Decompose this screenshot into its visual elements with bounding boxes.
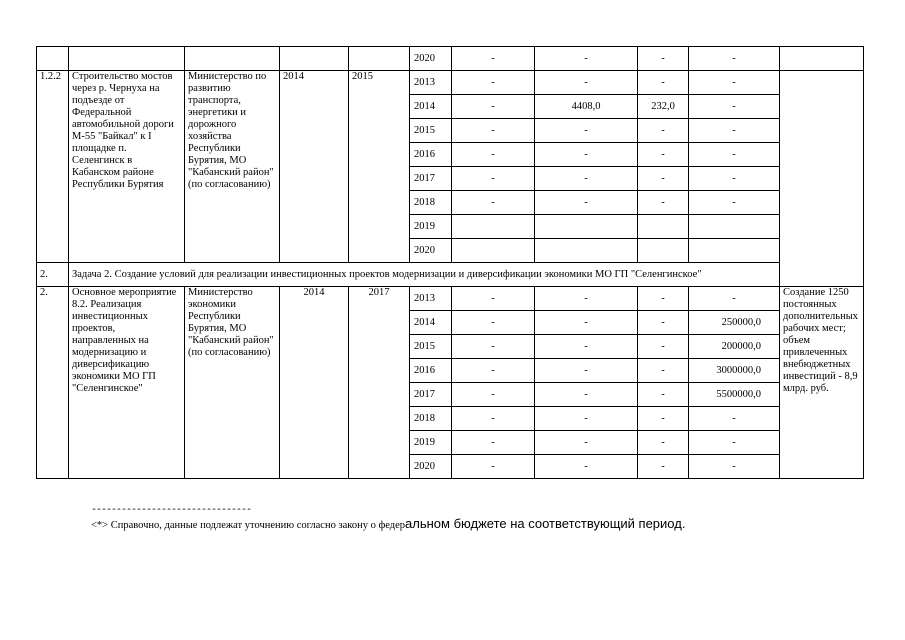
value-cell: 4408,0 [535,95,638,119]
value-cell: - [638,455,689,479]
value-cell: - [689,143,780,167]
value-cell: - [452,119,535,143]
item-executor: Министерство экономики Республики Бурятия, МО "Кабанский район" (по согласованию) [185,287,280,479]
value-cell [535,239,638,263]
value-cell: - [638,383,689,407]
year-cell: 2018 [410,191,452,215]
value-cell: - [535,431,638,455]
item-name: Основное мероприятие 8.2. Реализация инвестиционных проектов, направленных на модернизацию и диверсификацию экономики МО ГП "Селенгинское" [69,287,185,479]
year-cell: 2015 [410,119,452,143]
item-number: 2. [37,287,69,479]
year-cell: 2014 [410,311,452,335]
value-cell: - [535,311,638,335]
task-number: 2. [37,263,69,287]
item-name: Строительство мостов через р. Чернуха на подъезде от Федеральной автомобильной дороги М-55 "Байкал" к I площадке п. Селенгинск в Кабанском районе Республики Бурятия [69,71,185,263]
year-cell: 2016 [410,359,452,383]
year-cell: 2020 [410,455,452,479]
value-cell: - [535,455,638,479]
item-end-year: 2017 [349,287,410,479]
value-cell: - [638,143,689,167]
year-cell: 2013 [410,287,452,311]
value-cell: - [535,335,638,359]
value-cell: - [638,431,689,455]
value-cell: - [535,359,638,383]
value-cell [689,215,780,239]
value-cell: - [535,407,638,431]
year-cell: 2019 [410,431,452,455]
table-row [37,263,864,287]
value-cell: - [452,311,535,335]
value-cell: - [689,167,780,191]
value-cell: - [638,407,689,431]
value-cell: - [452,95,535,119]
item-end-year: 2015 [349,71,410,263]
footnote-text-small: <*> Справочно, данные подлежат уточнению согласно закону о федер [91,520,406,531]
result-cell: Создание 1250 постоянных дополнительных рабочих мест; объем привлеченных внебюджетных инвестиций - 8,9 млрд. руб. [780,287,864,479]
year-cell: 2016 [410,143,452,167]
item-start-year: 2014 [280,287,349,479]
value-cell: - [689,71,780,95]
value-cell: - [535,71,638,95]
item-executor: Министерство по развитию транспорта, энергетики и дорожного хозяйства Республики Бурятия, МО "Кабанский район" (по согласованию) [185,71,280,263]
table-cell [185,47,280,71]
value-cell [452,239,535,263]
value-cell: - [638,359,689,383]
value-cell: 5500000,0 [689,383,780,407]
value-cell: - [452,143,535,167]
value-cell: - [452,47,535,71]
year-cell: 2018 [410,407,452,431]
value-cell: - [689,431,780,455]
value-cell: 200000,0 [689,335,780,359]
item-number: 1.2.2 [37,71,69,263]
value-cell: - [638,47,689,71]
value-cell: - [535,47,638,71]
year-cell: 2017 [410,383,452,407]
table-row [37,71,864,95]
value-cell: - [535,143,638,167]
footnote-text-large: альном бюджете на соответствующий период. [405,516,686,531]
value-cell: 250000,0 [689,311,780,335]
value-cell: - [638,287,689,311]
value-cell: - [535,191,638,215]
value-cell: - [689,119,780,143]
value-cell: - [638,335,689,359]
year-cell: 2020 [410,239,452,263]
value-cell: 232,0 [638,95,689,119]
value-cell: - [689,95,780,119]
value-cell: - [638,311,689,335]
value-cell: - [452,191,535,215]
value-cell: - [452,167,535,191]
footnote [91,516,685,531]
year-cell: 2020 [410,47,452,71]
value-cell: - [452,455,535,479]
value-cell: - [452,407,535,431]
table-cell [69,47,185,71]
table-row [37,47,864,71]
value-cell: - [452,383,535,407]
value-cell: - [638,167,689,191]
value-cell: - [638,119,689,143]
item-start-year: 2014 [280,71,349,263]
value-cell: - [452,359,535,383]
footnote-separator: -------------------------------- [91,505,252,516]
value-cell: - [689,191,780,215]
year-cell: 2019 [410,215,452,239]
result-cell [780,71,864,287]
task-title: Задача 2. Создание условий для реализации инвестиционных проектов модернизации и диверсификации экономики МО ГП "Селенгинское" [69,263,864,287]
value-cell: - [689,407,780,431]
value-cell: - [638,71,689,95]
value-cell [638,239,689,263]
value-cell: - [452,431,535,455]
budget-table [36,46,864,479]
value-cell: - [452,287,535,311]
value-cell [638,215,689,239]
value-cell: - [689,287,780,311]
year-cell: 2017 [410,167,452,191]
year-cell: 2015 [410,335,452,359]
value-cell [535,215,638,239]
value-cell: 3000000,0 [689,359,780,383]
value-cell: - [452,71,535,95]
value-cell: - [638,191,689,215]
value-cell: - [689,47,780,71]
value-cell: - [689,455,780,479]
value-cell: - [535,287,638,311]
value-cell: - [452,335,535,359]
value-cell [452,215,535,239]
year-cell: 2013 [410,71,452,95]
table-cell [37,47,69,71]
table-cell [280,47,349,71]
value-cell: - [535,167,638,191]
value-cell: - [535,383,638,407]
value-cell [689,239,780,263]
table-cell [349,47,410,71]
table-cell [780,47,864,71]
year-cell: 2014 [410,95,452,119]
value-cell: - [535,119,638,143]
table-row [37,287,864,311]
